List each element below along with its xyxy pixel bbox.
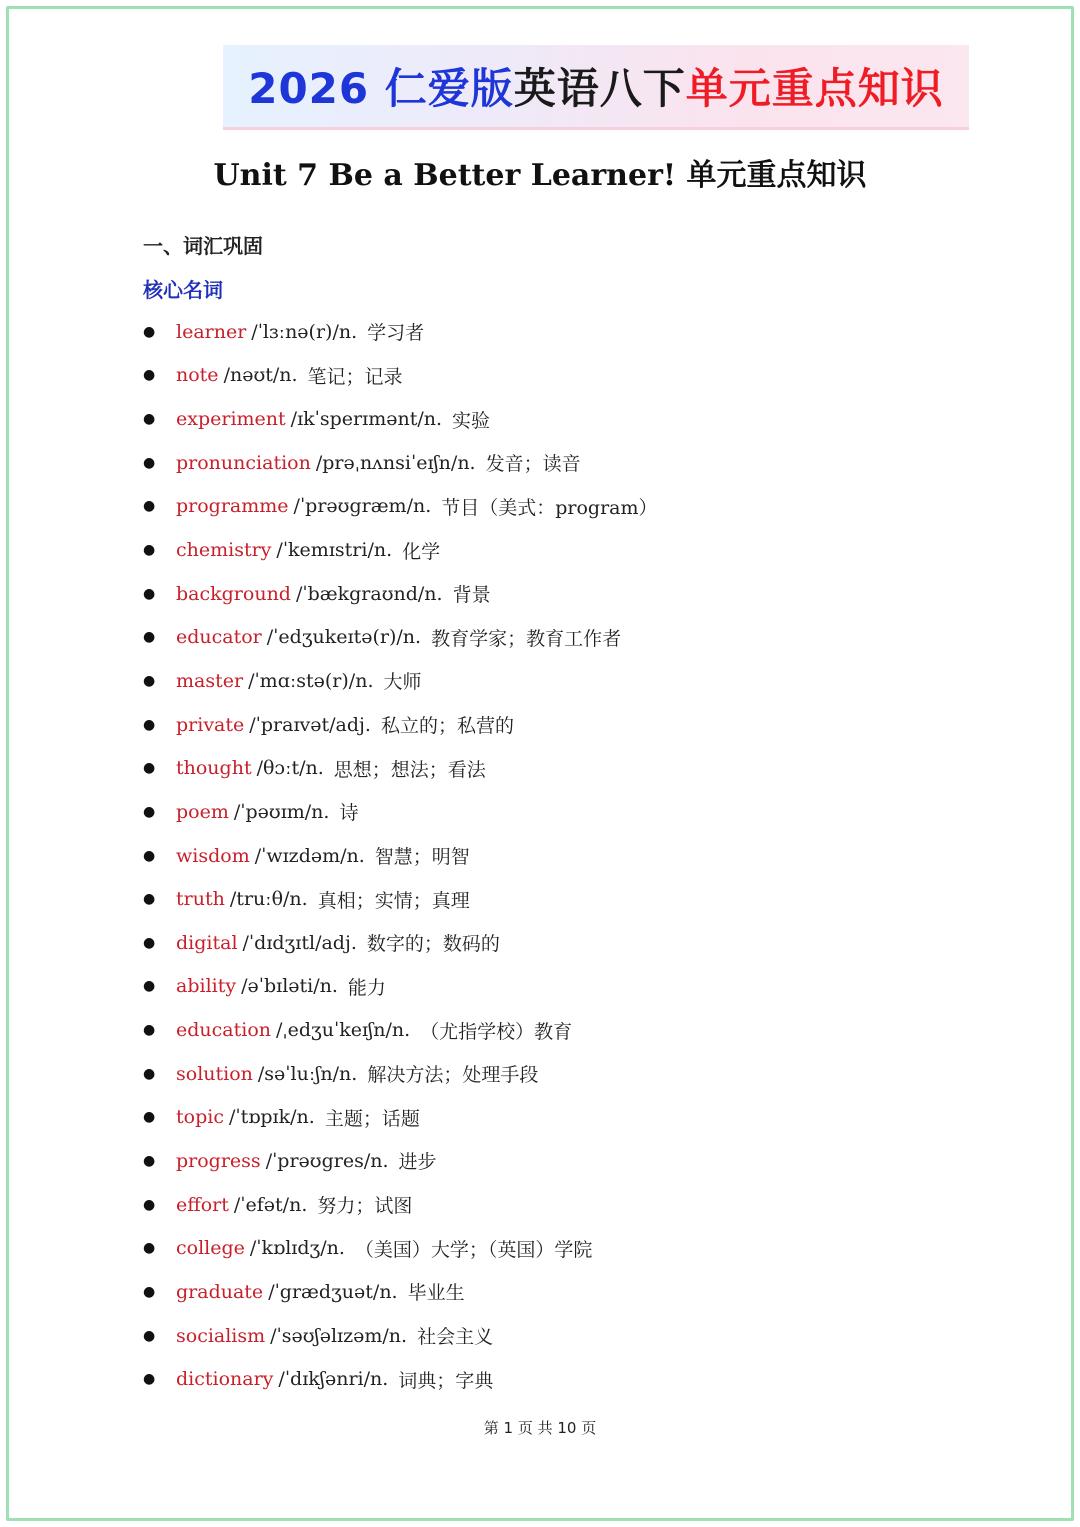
vocab-word: note: [176, 364, 219, 387]
vocab-word: learner: [176, 320, 247, 343]
bullet-icon: ●: [143, 672, 156, 689]
vocab-phonetic: /ˈprəʊgræm/n.: [293, 495, 432, 518]
list-item: [143, 746, 658, 790]
bullet-icon: ●: [143, 1152, 156, 1169]
bullet-icon: ●: [143, 454, 156, 471]
vocab-word: topic: [176, 1106, 224, 1129]
banner-title-part3: 单元重点知识: [685, 64, 944, 113]
list-item: [143, 310, 658, 354]
vocab-phonetic: /ˌedʒuˈkeɪʃn/n.: [276, 1019, 411, 1042]
vocab-meaning: 智慧；明智: [374, 846, 470, 868]
list-item: [143, 397, 658, 441]
vocab-phonetic: /θɔːt/n.: [256, 757, 324, 780]
list-item: [143, 1314, 658, 1358]
vocab-phonetic: /səˈluːʃn/n.: [257, 1062, 358, 1085]
list-item: [143, 659, 658, 703]
vocab-meaning: 实验: [452, 409, 491, 432]
vocab-meaning: 进步: [398, 1151, 437, 1174]
banner-title-part2: 英语八下: [513, 64, 686, 113]
list-item: [143, 1226, 658, 1270]
vocab-word: solution: [176, 1062, 253, 1085]
bullet-icon: ●: [143, 498, 156, 515]
vocab-word: wisdom: [176, 844, 250, 867]
bullet-icon: ●: [143, 323, 156, 340]
title-banner: [223, 45, 969, 130]
bullet-icon: ●: [143, 1371, 156, 1388]
page-number: 第 1 页 共 10 页: [483, 1419, 597, 1437]
bullet-icon: ●: [143, 978, 156, 995]
section-heading: 一、词汇巩固: [143, 234, 263, 258]
vocab-word: graduate: [176, 1280, 264, 1303]
vocab-word: college: [176, 1237, 245, 1260]
vocab-meaning: 学习者: [367, 322, 425, 345]
vocab-meaning: （美国）大学；（英国）学院: [354, 1238, 593, 1261]
vocab-phonetic: /prəˌnʌnsiˈeɪʃn/n.: [315, 451, 476, 474]
vocab-word: truth: [176, 888, 225, 911]
vocab-meaning: 词典；字典: [398, 1369, 494, 1392]
bullet-icon: ●: [143, 760, 156, 777]
vocab-meaning: 笔记；记录: [307, 365, 403, 388]
bullet-icon: ●: [143, 803, 156, 820]
vocab-word: education: [176, 1019, 271, 1042]
subsection-heading: 核心名词: [143, 278, 223, 302]
vocab-meaning: 主题；话题: [324, 1107, 420, 1130]
bullet-icon: ●: [143, 1283, 156, 1300]
bullet-icon: ●: [143, 629, 156, 646]
vocab-phonetic: /ˈgrædʒuət/n.: [268, 1280, 398, 1303]
vocab-word: dictionary: [176, 1368, 274, 1391]
list-item: [143, 877, 658, 921]
banner-title-part1: 2026 仁爱版: [248, 64, 514, 113]
list-item: [143, 1270, 658, 1314]
vocab-meaning: 解决方法；处理手段: [367, 1064, 539, 1087]
vocab-meaning: 思想；想法；看法: [333, 758, 486, 781]
vocab-meaning: 私立的；私营的: [380, 715, 514, 738]
vocab-meaning: 能力: [347, 976, 386, 999]
vocab-word: digital: [176, 931, 238, 954]
vocab-meaning: 诗: [339, 802, 359, 825]
vocab-word: progress: [176, 1149, 261, 1172]
vocab-phonetic: /ˈkemɪstri/n.: [276, 539, 393, 562]
vocab-word: private: [176, 713, 245, 736]
vocab-phonetic: /ˈmɑːstə(r)/n.: [248, 669, 374, 692]
bullet-icon: ●: [143, 367, 156, 384]
vocab-phonetic: /truːθ/n.: [229, 888, 308, 911]
vocab-meaning: 化学: [402, 540, 441, 563]
vocab-meaning: 努力；试图: [317, 1195, 413, 1218]
list-item: [143, 615, 658, 659]
bullet-icon: ●: [143, 585, 156, 602]
list-item: [143, 354, 658, 398]
bullet-icon: ●: [143, 1327, 156, 1344]
list-item: [143, 703, 658, 747]
list-item: [143, 572, 658, 616]
list-item: [143, 965, 658, 1009]
list-item: [143, 921, 658, 965]
vocab-word: chemistry: [176, 539, 272, 562]
vocab-phonetic: /ˈefət/n.: [233, 1193, 308, 1216]
vocab-phonetic: /ˈdɪkʃənri/n.: [278, 1368, 389, 1391]
list-item: [143, 528, 658, 572]
list-item: [143, 1052, 658, 1096]
bullet-icon: ●: [143, 934, 156, 951]
vocab-word: educator: [176, 626, 262, 649]
vocab-word: poem: [176, 800, 229, 823]
vocab-meaning: （尤指学校）教育: [420, 1020, 573, 1043]
list-item: [143, 485, 658, 529]
bullet-icon: ●: [143, 716, 156, 733]
vocab-phonetic: /nəʊt/n.: [223, 364, 298, 387]
bullet-icon: ●: [143, 847, 156, 864]
vocab-word: pronunciation: [176, 451, 311, 474]
vocab-word: programme: [176, 495, 289, 518]
vocab-phonetic: /ˈpəʊɪm/n.: [233, 800, 330, 823]
vocab-word: background: [176, 582, 291, 605]
vocab-phonetic: /ˈwɪzdəm/n.: [254, 844, 365, 867]
bullet-icon: ●: [143, 891, 156, 908]
bullet-icon: ●: [143, 1109, 156, 1126]
bullet-icon: ●: [143, 1065, 156, 1082]
vocab-phonetic: /ˈprəʊgres/n.: [265, 1149, 389, 1172]
vocab-meaning: 发音；读音: [485, 453, 581, 476]
vocab-word: effort: [176, 1193, 229, 1216]
vocab-phonetic: /ˈkɒlɪdʒ/n.: [249, 1237, 345, 1260]
vocab-meaning: 背景: [452, 584, 491, 607]
list-item: [143, 1183, 658, 1227]
vocab-word: thought: [176, 757, 252, 780]
vocab-word: ability: [176, 975, 237, 998]
vocab-meaning: 社会主义: [417, 1326, 494, 1349]
vocab-word: socialism: [176, 1324, 266, 1347]
list-item: [143, 441, 658, 485]
unit-title: Unit 7 Be a Better Learner! 单元重点知识: [213, 158, 867, 193]
vocab-word: experiment: [176, 408, 286, 431]
vocab-phonetic: /ˈpraɪvət/adj.: [249, 713, 371, 736]
vocab-meaning: 教育学家；教育工作者: [431, 627, 622, 650]
vocab-meaning: 毕业生: [407, 1282, 465, 1305]
bullet-icon: ●: [143, 1022, 156, 1039]
vocab-word: master: [176, 669, 244, 692]
bullet-icon: ●: [143, 1196, 156, 1213]
bullet-icon: ●: [143, 542, 156, 559]
list-item: [143, 1139, 658, 1183]
vocab-phonetic: /ˈdɪdʒɪtl/adj.: [242, 931, 357, 954]
vocab-phonetic: /ˈsəʊʃəlɪzəm/n.: [270, 1324, 408, 1347]
list-item: [143, 834, 658, 878]
vocab-meaning: 真相；实情；真理: [317, 889, 470, 912]
vocab-phonetic: /ˈlɜːnə(r)/n.: [251, 320, 358, 343]
vocab-meaning: 数字的；数码的: [366, 933, 500, 956]
vocab-phonetic: /ˈedʒukeɪtə(r)/n.: [266, 626, 422, 649]
list-item: [143, 1096, 658, 1140]
vocab-meaning: 大师: [383, 671, 422, 694]
vocab-phonetic: /əˈbɪləti/n.: [241, 975, 338, 998]
vocab-phonetic: /ɪkˈsperɪmənt/n.: [290, 408, 443, 431]
bullet-icon: ●: [143, 1240, 156, 1257]
vocab-phonetic: /ˈtɒpɪk/n.: [228, 1106, 315, 1129]
vocab-list: [143, 310, 658, 1401]
list-item: [143, 790, 658, 834]
vocab-meaning: 节目（美式：program）: [441, 496, 658, 519]
bullet-icon: ●: [143, 411, 156, 428]
list-item: [143, 1357, 658, 1401]
vocab-phonetic: /ˈbækgraʊnd/n.: [295, 582, 443, 605]
list-item: [143, 1008, 658, 1052]
